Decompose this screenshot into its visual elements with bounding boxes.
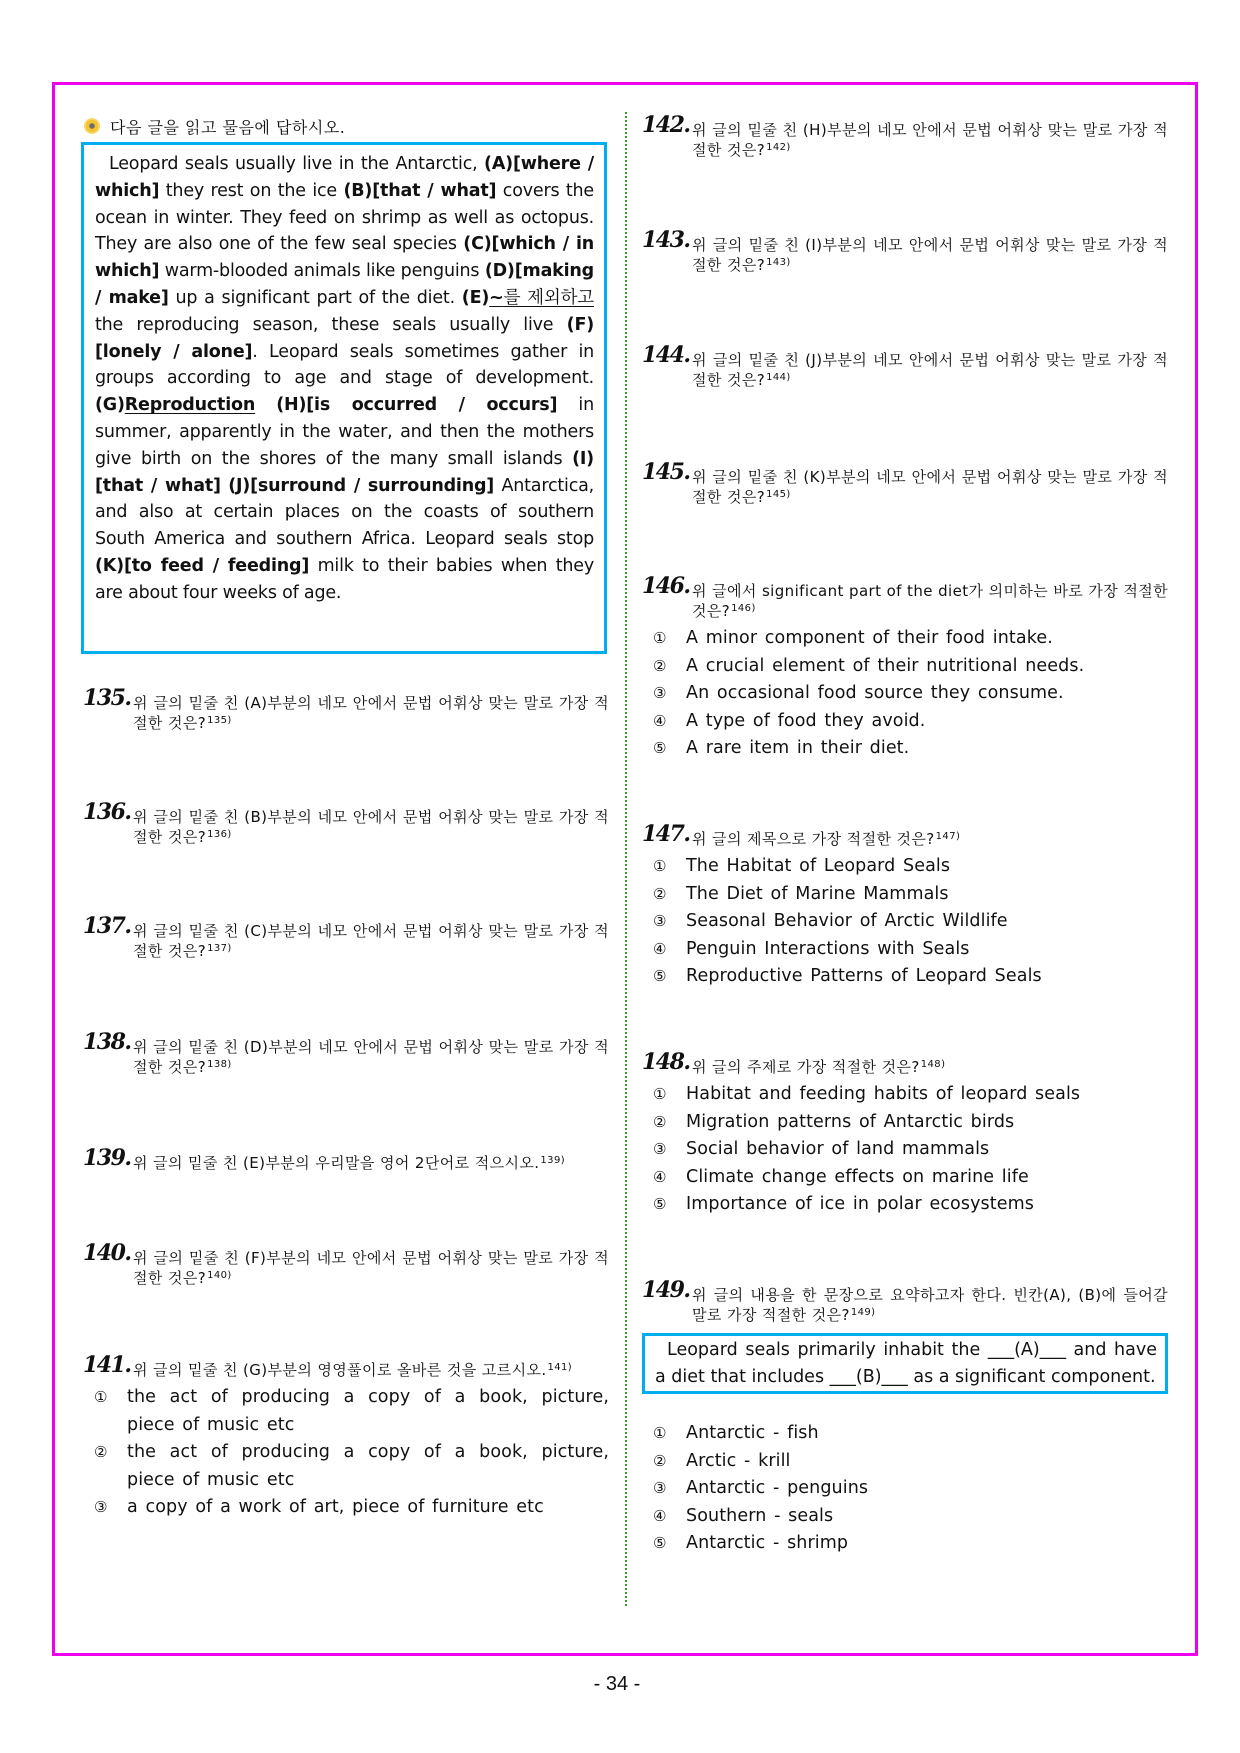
question-145 xyxy=(642,459,1168,507)
passage-segment: Antarctica, and also at certain places on the coasts of southern South America and southern Africa. Leopard seals stop xyxy=(95,475,594,550)
question-number: 149. xyxy=(642,1277,690,1303)
footnote-marker: 136) xyxy=(207,829,232,840)
question-number: 148. xyxy=(642,1049,690,1075)
summary-box: Leopard seals primarily inhabit the ___(A)___ and have a diet that includes ___(B)___ as a significant component. xyxy=(642,1333,1168,1394)
option-text: Antarctic - penguins xyxy=(686,1478,869,1499)
option-marker: ② xyxy=(653,1112,667,1131)
passage-segment: Leopard seals usually live in the Antarctic, xyxy=(109,154,485,174)
passage-blank: (F)[lonely / alone] xyxy=(95,314,594,362)
option-marker: ⑤ xyxy=(653,967,667,986)
footnote-marker: 147) xyxy=(935,831,961,842)
question-135 xyxy=(83,685,609,733)
passage-blank: (I)[that / what] xyxy=(95,448,594,496)
passage-blank: (K)[to feed / feeding] xyxy=(95,555,310,576)
option-marker: ④ xyxy=(653,939,667,958)
question-139 xyxy=(83,1145,609,1173)
option-text: Climate change effects on marine life xyxy=(686,1166,1029,1187)
footnote-marker: 148) xyxy=(920,1059,946,1070)
option-text: Southern - seals xyxy=(686,1505,834,1526)
question-stem: 위 글의 밑줄 친 (F)부분의 네모 안에서 문법 어휘상 맞는 말로 가장 적절한 것은? xyxy=(133,1249,609,1287)
option-text: Seasonal Behavior of Arctic Wildlife xyxy=(686,911,1008,932)
option-text: Migration patterns of Antarctic birds xyxy=(686,1111,1015,1132)
passage-blank: (H)[is occurred / occurs] xyxy=(276,395,558,416)
option-marker: ② xyxy=(653,884,667,903)
question-stem: 위 글의 밑줄 친 (H)부분의 네모 안에서 문법 어휘상 맞는 말로 가장 적절한 것은? xyxy=(692,121,1168,159)
option-marker: ③ xyxy=(653,1479,667,1498)
option-marker: ② xyxy=(94,1443,108,1462)
question-number: 140. xyxy=(83,1240,131,1266)
option-marker: ① xyxy=(94,1388,108,1406)
option-3[interactable] xyxy=(642,1136,1168,1164)
question-stem: 위 글의 밑줄 친 (J)부분의 네모 안에서 문법 어휘상 맞는 말로 가장 적절한 것은? xyxy=(692,351,1168,389)
page-number: - 34 - xyxy=(593,1673,641,1695)
option-4[interactable] xyxy=(642,936,1168,964)
option-2[interactable] xyxy=(642,1448,1168,1476)
option-text: Reproductive Patterns of Leopard Seals xyxy=(686,966,1042,987)
option-marker: ① xyxy=(653,1085,667,1103)
question-142 xyxy=(642,112,1168,160)
passage-blank: (D)[making / make] xyxy=(95,261,594,308)
passage-text xyxy=(84,145,604,607)
passage-blank: (J)[surround / surrounding] xyxy=(228,475,495,496)
instruction-header xyxy=(84,114,345,138)
question-number: 142. xyxy=(642,112,690,138)
passage-blank: ~ xyxy=(489,287,504,308)
option-text: Penguin Interactions with Seals xyxy=(686,938,970,959)
option-5[interactable] xyxy=(642,1530,1168,1558)
question-137 xyxy=(83,913,609,961)
footnote-marker: 137) xyxy=(207,943,232,954)
question-number: 144. xyxy=(642,342,690,368)
options-list xyxy=(642,625,1168,763)
question-stem: 위 글에서 significant part of the diet가 의미하는 바로 가장 적절한 것은? xyxy=(692,582,1168,620)
options-list xyxy=(642,1420,1168,1558)
passage-segment: up a significant part of the diet. xyxy=(168,287,462,308)
footnote-marker: 140) xyxy=(207,1270,232,1281)
option-marker: ① xyxy=(653,1424,667,1442)
option-text: An occasional food source they consume. xyxy=(686,683,1064,704)
footnote-marker: 144) xyxy=(766,372,791,383)
question-number: 147. xyxy=(642,821,690,847)
option-marker: ② xyxy=(653,656,667,675)
option-text: The Diet of Marine Mammals xyxy=(686,883,949,904)
question-143 xyxy=(642,227,1168,275)
option-2[interactable] xyxy=(642,653,1168,681)
option-4[interactable] xyxy=(642,1503,1168,1531)
option-marker: ① xyxy=(653,629,667,647)
passage-segment: . Leopard seals sometimes gather in groups according to age and stage of development. xyxy=(95,341,594,389)
option-5[interactable] xyxy=(642,735,1168,763)
passage-blank: (C)[which / in which] xyxy=(95,234,594,282)
options-list xyxy=(83,1384,609,1522)
option-4[interactable] xyxy=(642,1164,1168,1192)
option-marker: ③ xyxy=(94,1498,108,1517)
passage-segment: they rest on the ice xyxy=(159,180,344,201)
footnote-marker: 142) xyxy=(766,142,791,153)
option-text: Antarctic - fish xyxy=(686,1423,819,1443)
options-list xyxy=(642,853,1168,991)
option-marker: ③ xyxy=(653,912,667,931)
option-marker: ⑤ xyxy=(653,739,667,758)
option-1[interactable] xyxy=(83,1384,609,1439)
question-number: 136. xyxy=(83,799,131,825)
question-147 xyxy=(642,821,1168,991)
option-3[interactable] xyxy=(642,908,1168,936)
question-136 xyxy=(83,799,609,847)
option-text: The Habitat of Leopard Seals xyxy=(686,856,951,876)
option-5[interactable] xyxy=(642,963,1168,991)
question-number: 143. xyxy=(642,227,690,253)
option-marker: ⑤ xyxy=(653,1195,667,1214)
passage-blank: Reproduction xyxy=(124,395,256,416)
option-1[interactable] xyxy=(642,853,1168,881)
option-2[interactable] xyxy=(642,1109,1168,1137)
passage-blank: (A)[where / which] xyxy=(95,154,594,201)
option-1[interactable] xyxy=(642,1420,1168,1448)
option-marker: ③ xyxy=(653,684,667,703)
footnote-marker: 139) xyxy=(540,1155,566,1166)
question-140 xyxy=(83,1240,609,1288)
footnote-marker: 149) xyxy=(850,1307,876,1318)
option-text: Antarctic - shrimp xyxy=(686,1533,849,1554)
option-3[interactable] xyxy=(642,1475,1168,1503)
question-number: 139. xyxy=(83,1145,131,1171)
question-144 xyxy=(642,342,1168,390)
passage-blank: (B)[that / what] xyxy=(343,180,497,201)
option-text: Habitat and feeding habits of leopard seals xyxy=(686,1084,1081,1104)
question-number: 141. xyxy=(83,1352,131,1378)
question-stem: 위 글의 밑줄 친 (A)부분의 네모 안에서 문법 어휘상 맞는 말로 가장 적절한 것은? xyxy=(133,694,609,732)
question-stem: 위 글의 밑줄 친 (K)부분의 네모 안에서 문법 어휘상 맞는 말로 가장 적절한 것은? xyxy=(692,468,1168,506)
footnote-marker: 143) xyxy=(766,257,791,268)
passage-segment: milk to their babies when they are about four weeks of age. xyxy=(95,555,595,603)
footnote-marker: 138) xyxy=(207,1059,232,1070)
option-marker: ④ xyxy=(653,1506,667,1525)
option-1[interactable] xyxy=(642,1081,1168,1109)
question-number: 138. xyxy=(83,1029,131,1055)
question-stem: 위 글의 제목으로 가장 적절한 것은? xyxy=(692,830,935,848)
option-text: Social behavior of land mammals xyxy=(686,1139,990,1160)
option-text: the act of producing a copy of a book, picture, piece of music etc xyxy=(127,1387,609,1435)
option-4[interactable] xyxy=(642,708,1168,736)
question-number: 145. xyxy=(642,459,690,485)
option-text: a copy of a work of art, piece of furniture etc xyxy=(127,1497,544,1518)
passage-segment: covers the ocean in winter. They feed on shrimp as well as octopus. They are also one of the few seal species xyxy=(95,180,594,255)
footnote-marker: 141) xyxy=(547,1362,573,1373)
question-stem: 위 글의 밑줄 친 (I)부분의 네모 안에서 문법 어휘상 맞는 말로 가장 적절한 것은? xyxy=(692,236,1168,274)
option-text: the act of producing a copy of a book, picture, piece of music etc xyxy=(127,1442,609,1490)
option-marker: ④ xyxy=(653,711,667,730)
options-list xyxy=(642,1081,1168,1219)
question-stem: 위 글의 밑줄 친 (C)부분의 네모 안에서 문법 어휘상 맞는 말로 가장 적절한 것은? xyxy=(133,922,609,960)
passage-blank: (E) xyxy=(461,287,490,308)
option-marker: ① xyxy=(653,857,667,875)
instruction-text: 다음 글을 읽고 물음에 답하시오. xyxy=(110,117,346,137)
option-marker: ② xyxy=(653,1451,667,1470)
option-2[interactable] xyxy=(83,1439,609,1494)
question-141 xyxy=(83,1352,609,1522)
question-number: 135. xyxy=(83,685,131,711)
question-number: 137. xyxy=(83,913,131,939)
option-2[interactable] xyxy=(642,881,1168,909)
question-stem: 위 글의 밑줄 친 (G)부분의 영영풀이로 올바른 것을 고르시오. xyxy=(133,1361,547,1379)
option-text: Arctic - krill xyxy=(686,1450,791,1471)
question-148 xyxy=(642,1049,1168,1219)
question-stem: 위 글의 밑줄 친 (B)부분의 네모 안에서 문법 어휘상 맞는 말로 가장 적절한 것은? xyxy=(133,808,609,846)
passage-blank: (G) xyxy=(95,395,125,416)
question-stem: 위 글의 주제로 가장 적절한 것은? xyxy=(692,1058,920,1076)
option-5[interactable] xyxy=(642,1191,1168,1219)
footnote-marker: 135) xyxy=(207,715,232,726)
question-138 xyxy=(83,1029,609,1077)
option-text: Importance of ice in polar ecosystems xyxy=(686,1194,1034,1215)
option-text: A minor component of their food intake. xyxy=(686,628,1053,648)
passage-segment: in summer, apparently in the water, and then the mothers give birth on the shores of the many small islands xyxy=(95,395,594,469)
passage-segment xyxy=(255,395,276,415)
question-149 xyxy=(642,1277,1168,1558)
passage-segment: the reproducing season, these seals usually live xyxy=(95,314,567,335)
question-stem: 위 글의 내용을 한 문장으로 요약하고자 한다. 빈칸(A), (B)에 들어갈 말로 가장 적절한 것은? xyxy=(692,1286,1168,1324)
option-text: A crucial element of their nutritional needs. xyxy=(686,655,1085,676)
option-marker: ④ xyxy=(653,1167,667,1186)
option-text: A type of food they avoid. xyxy=(686,710,926,731)
passage-segment: 를 제외하고 xyxy=(503,287,594,308)
column-divider xyxy=(625,112,627,1606)
option-text: A rare item in their diet. xyxy=(686,738,910,759)
question-number: 146. xyxy=(642,573,690,599)
sun-flower-icon xyxy=(84,118,100,134)
passage-segment: warm-blooded animals like penguins xyxy=(159,261,485,282)
passage-box xyxy=(81,142,607,654)
footnote-marker: 146) xyxy=(731,603,756,614)
option-3[interactable] xyxy=(83,1494,609,1522)
question-stem: 위 글의 밑줄 친 (E)부분의 우리말을 영어 2단어로 적으시오. xyxy=(133,1154,540,1172)
question-stem: 위 글의 밑줄 친 (D)부분의 네모 안에서 문법 어휘상 맞는 말로 가장 적절한 것은? xyxy=(133,1038,609,1076)
option-3[interactable] xyxy=(642,680,1168,708)
option-1[interactable] xyxy=(642,625,1168,653)
question-146 xyxy=(642,573,1168,763)
option-marker: ③ xyxy=(653,1140,667,1159)
option-marker: ⑤ xyxy=(653,1534,667,1553)
footnote-marker: 145) xyxy=(766,489,791,500)
